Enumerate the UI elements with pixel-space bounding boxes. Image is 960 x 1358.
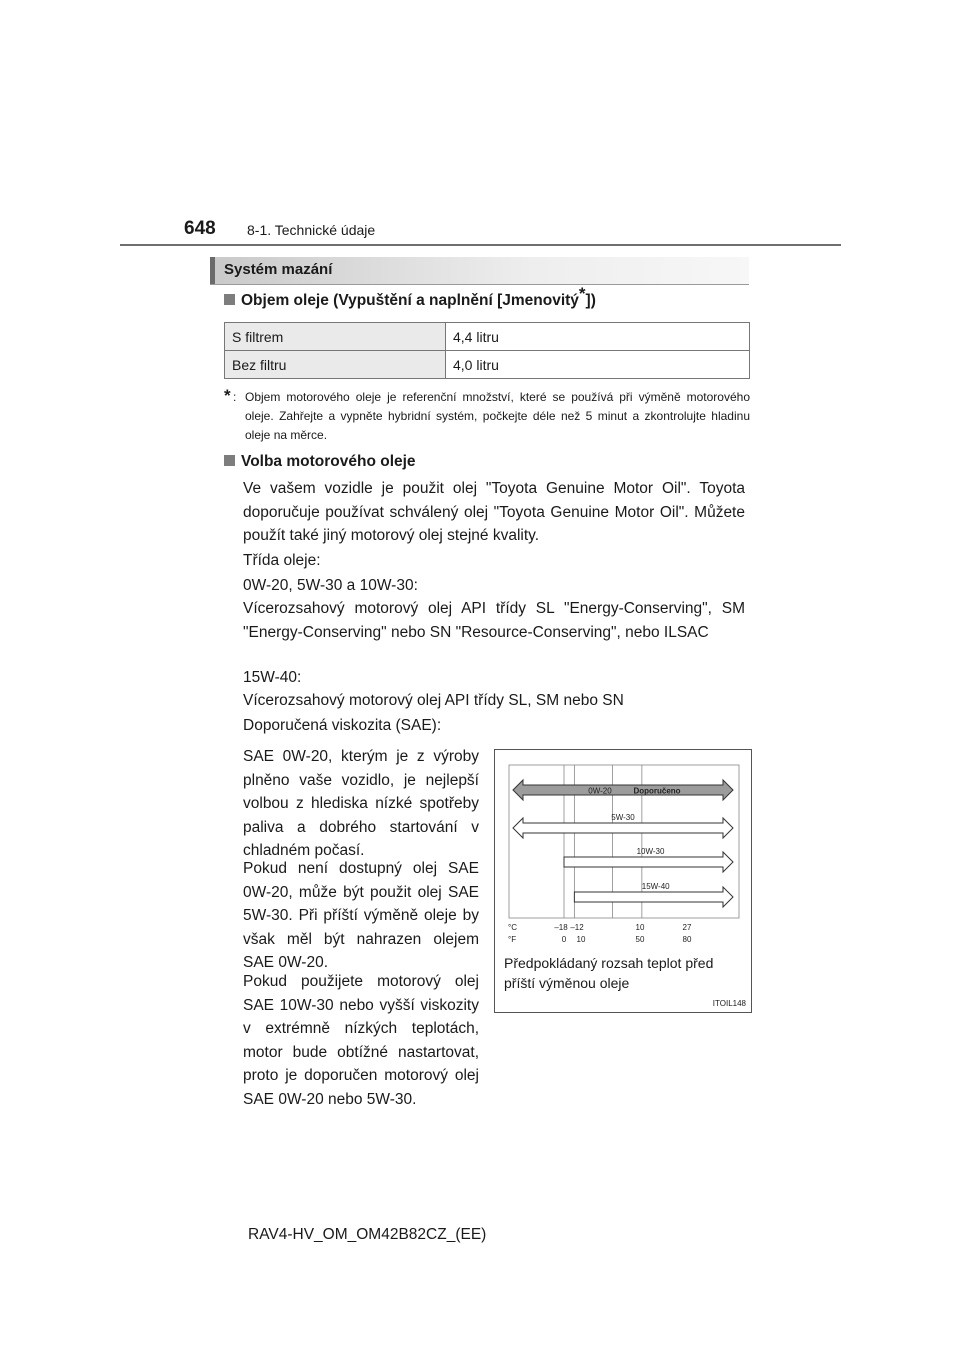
table-cell-label: Bez filtru [225,351,446,379]
table-cell-label: S filtrem [225,323,446,351]
oil-selection-heading: Volba motorového oleje [224,453,416,471]
footnote-text: Objem motorového oleje je referenční množství, které se používá při výměně motorového oleje. Zahřejte a vypněte hybridní systém, počkejte déle než 5 minut a zkontrolujte hladinu oleje na měrce. [245,390,750,442]
footnote-asterisk: * [224,386,231,405]
table-cell-value: 4,0 litru [446,351,750,379]
table-row [225,351,750,379]
unit-label-c: °C [508,923,517,932]
tick-label-f: 50 [635,935,645,944]
footer-model-code: RAV4-HV_OM_OM42B82CZ_(EE) [248,1226,487,1243]
chapter-title: 8-1. Technické údaje [247,222,376,238]
grade2-text: Vícerozsahový motorový olej API třídy SL, SM nebo SN [243,692,624,709]
series-label: 0W-20 [588,786,612,796]
grade1-title: 0W-20, 5W-30 a 10W-30: [243,577,418,594]
tick-label-c: –18 [554,923,568,932]
unit-label-f: °F [508,935,517,944]
series-label: 15W-40 [641,882,670,891]
oil-capacity-table [224,322,750,379]
table-cell-value: 4,4 litru [446,323,750,351]
tick-label-c: 27 [682,923,692,932]
intro-paragraph: Ve vašem vozidle je použit olej "Toyota Genuine Motor Oil". Toyota doporučuje používat schválený olej "Toyota Genuine Motor Oil". Můžete použít také jiný motorový olej stejné kvality. [243,480,745,544]
header-divider [120,244,841,246]
recommended-label: Doporučeno [633,786,681,796]
grade1-text: Vícerozsahový motorový olej API třídy SL "Energy-Conserving", SM "Energy-Conserving" nebo SN "Resource-Conserving", nebo ILSAC [243,600,745,641]
series-label: 5W-30 [611,813,635,822]
square-bullet-icon [224,455,235,466]
tick-label-f: 80 [682,935,692,944]
figure-code: ITOIL148 [712,999,746,1008]
viscosity-paragraph-3: Pokud použijete motorový olej SAE 10W-30 nebo vyšší viskozity v extrémně nízkých teplotách, motor bude obtížné nastartovat, proto je doporučen motorový olej SAE 0W-20 nebo 5W-30. [243,973,479,1108]
table-row [225,323,750,351]
section-title: Systém mazání [224,261,333,278]
asterisk-mark: * [578,284,586,303]
chart-caption: Předpokládaný rozsah teplot před příští výměnou oleje [504,955,714,991]
tick-label-c: –12 [570,923,584,932]
tick-label-c: 10 [635,923,645,932]
grade2-title: 15W-40: [243,669,302,686]
grade-label: Třída oleje: [243,552,321,569]
viscosity-chart [495,750,751,950]
square-bullet-icon [224,294,235,305]
footnote-colon: : [233,390,237,404]
series-label: 10W-30 [636,847,665,856]
viscosity-label: Doporučená viskozita (SAE): [243,717,442,734]
section-accent [210,257,215,284]
viscosity-paragraph-2: Pokud není dostupný olej SAE 0W-20, může být použit olej SAE 5W-30. Při příští výměně oleje by však měl být nahrazen olejem SAE 0W-20. [243,860,479,971]
viscosity-paragraph-1: SAE 0W-20, kterým je z výroby plněno vaše vozidlo, je nejlepší volbou z hlediska nízké spotřeby paliva a dobrého startování v chladném počasí. [243,748,479,859]
page-number: 648 [184,218,216,239]
footnote [224,388,750,445]
section-title-bar [210,257,749,285]
viscosity-chart-figure [494,749,752,1013]
oil-capacity-heading: Objem oleje (Vypuštění a naplnění [Jmenovitý*]) [224,292,596,310]
tick-label-f: 0 [561,935,567,944]
tick-label-f: 10 [576,935,586,944]
